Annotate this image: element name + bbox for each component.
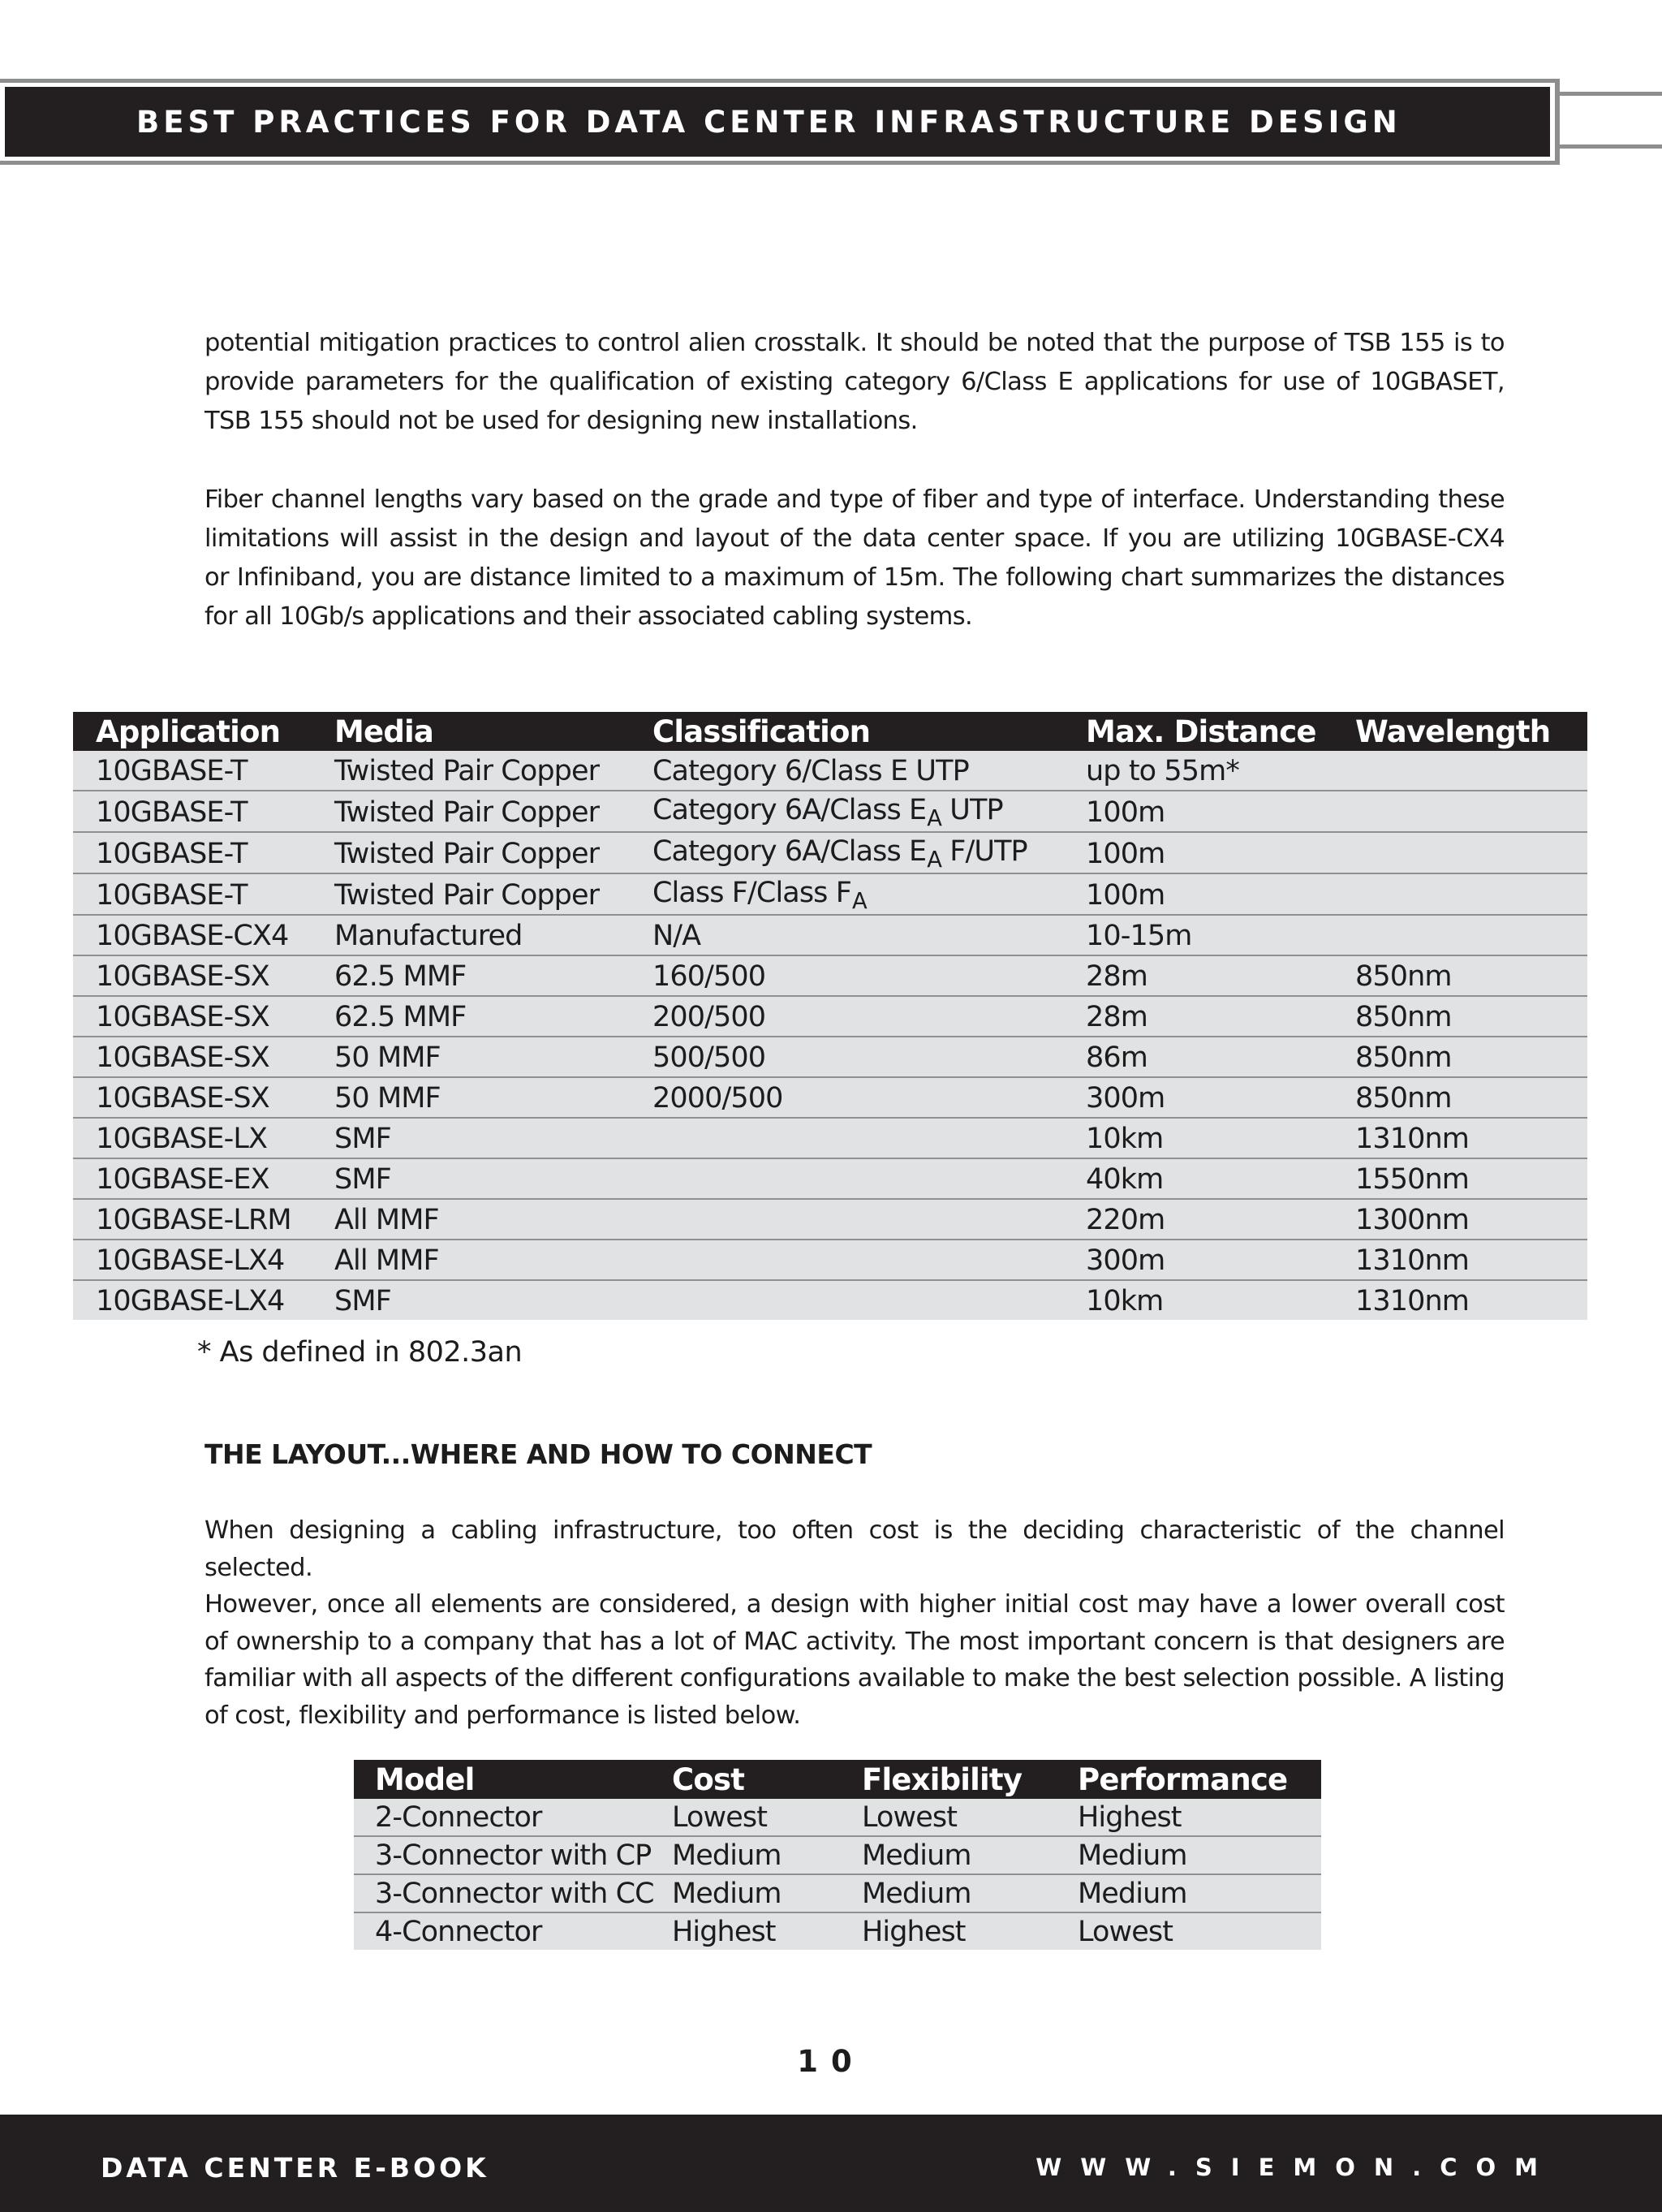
cell-wavelength: 1310nm bbox=[1355, 1118, 1587, 1158]
distance-table bbox=[73, 712, 1587, 1320]
table-row bbox=[354, 1836, 1321, 1874]
layout-line: familiar with all aspects of the different configurations available to make the best selection possible. A listing bbox=[205, 1664, 1505, 1692]
cell-classification bbox=[652, 955, 1086, 996]
cell-max-distance: 86m bbox=[1086, 1037, 1355, 1077]
column-header-model: Model bbox=[354, 1760, 672, 1799]
table-row bbox=[73, 832, 1587, 873]
cell-max-distance: 10km bbox=[1086, 1118, 1355, 1158]
intro-line: provide parameters for the qualification of existing category 6/Class E applications for use of 10GBASET, bbox=[205, 368, 1505, 396]
cell-wavelength: 1300nm bbox=[1355, 1199, 1587, 1240]
cell-max-distance: 100m bbox=[1086, 873, 1355, 915]
layout-paragraph bbox=[205, 1512, 1505, 1734]
intro-line: potential mitigation practices to control alien crosstalk. It should be noted that the purpose of TSB 155 is to bbox=[205, 329, 1505, 357]
table-row bbox=[354, 1874, 1321, 1912]
fiber-line: for all 10Gb/s applications and their associated cabling systems. bbox=[205, 602, 973, 631]
cell-media: Twisted Pair Copper bbox=[334, 791, 652, 832]
cell-max-distance: 300m bbox=[1086, 1077, 1355, 1118]
cell-application: 10GBASE-T bbox=[73, 791, 334, 832]
table-row bbox=[73, 996, 1587, 1037]
cell-media: 50 MMF bbox=[334, 1077, 652, 1118]
cell-classification bbox=[652, 1240, 1086, 1280]
cell-wavelength: 850nm bbox=[1355, 1077, 1587, 1118]
cell-wavelength bbox=[1355, 873, 1587, 915]
cell-model: 2-Connector bbox=[354, 1799, 672, 1836]
cell-classification bbox=[652, 1077, 1086, 1118]
cell-cost: Medium bbox=[672, 1874, 862, 1912]
cell-classification bbox=[652, 1280, 1086, 1320]
cell-wavelength bbox=[1355, 832, 1587, 873]
cell-performance: Highest bbox=[1078, 1799, 1321, 1836]
cell-wavelength: 850nm bbox=[1355, 955, 1587, 996]
cell-flexibility: Lowest bbox=[862, 1799, 1078, 1836]
cell-wavelength: 850nm bbox=[1355, 1037, 1587, 1077]
cell-max-distance: 28m bbox=[1086, 996, 1355, 1037]
fiber-line: or Infiniband, you are distance limited to a maximum of 15m. The following chart summarizes the distances bbox=[205, 563, 1505, 592]
cell-application: 10GBASE-LX4 bbox=[73, 1240, 334, 1280]
table-row bbox=[73, 915, 1587, 955]
column-header-cost: Cost bbox=[672, 1760, 862, 1799]
cell-application: 10GBASE-CX4 bbox=[73, 915, 334, 955]
column-header-flexibility: Flexibility bbox=[862, 1760, 1078, 1799]
cell-wavelength: 1550nm bbox=[1355, 1158, 1587, 1199]
table-row bbox=[73, 873, 1587, 915]
footer-bar bbox=[0, 2115, 1662, 2212]
cell-wavelength bbox=[1355, 791, 1587, 832]
column-header-classification: Classification bbox=[652, 712, 1086, 751]
classification-text: Category 6A/Class E bbox=[652, 835, 927, 868]
table-row bbox=[73, 1240, 1587, 1280]
table-row bbox=[73, 955, 1587, 996]
cell-media: All MMF bbox=[334, 1199, 652, 1240]
section-heading: THE LAYOUT...WHERE AND HOW TO CONNECT bbox=[205, 1438, 872, 1470]
layout-line: However, once all elements are considered, a design with higher initial cost may have a lower overall cost bbox=[205, 1590, 1505, 1619]
cell-max-distance: 10km bbox=[1086, 1280, 1355, 1320]
footer-publication-title: DATA CENTER E-BOOK bbox=[101, 2152, 489, 2184]
cell-media: Twisted Pair Copper bbox=[334, 751, 652, 791]
distance-table-header bbox=[73, 712, 1587, 751]
classification-text: Category 6/Class E UTP bbox=[652, 755, 969, 787]
cell-media: SMF bbox=[334, 1118, 652, 1158]
cell-application: 10GBASE-T bbox=[73, 832, 334, 873]
cell-wavelength bbox=[1355, 751, 1587, 791]
table-footnote: * As defined in 802.3an bbox=[197, 1336, 523, 1369]
cell-classification bbox=[652, 996, 1086, 1037]
classification-text: Class F/Class F bbox=[652, 877, 851, 909]
cell-performance: Medium bbox=[1078, 1836, 1321, 1874]
column-header-application: Application bbox=[73, 712, 334, 751]
cell-media: Twisted Pair Copper bbox=[334, 873, 652, 915]
cell-max-distance: 100m bbox=[1086, 791, 1355, 832]
model-table-header bbox=[354, 1760, 1321, 1799]
table-row bbox=[354, 1912, 1321, 1950]
column-header-media: Media bbox=[334, 712, 652, 751]
footer-website-link[interactable]: WWW.SIEMON.COM bbox=[1036, 2154, 1557, 2181]
classification-text: Category 6A/Class E bbox=[652, 794, 927, 826]
cell-media: SMF bbox=[334, 1280, 652, 1320]
fiber-line: limitations will assist in the design and layout of the data center space. If you are utilizing 10GBASE-CX4 bbox=[205, 524, 1505, 553]
cell-wavelength: 1310nm bbox=[1355, 1240, 1587, 1280]
fiber-line: Fiber channel lengths vary based on the grade and type of fiber and type of interface. Understanding these bbox=[205, 485, 1505, 514]
cell-application: 10GBASE-T bbox=[73, 873, 334, 915]
table-row bbox=[354, 1799, 1321, 1836]
cell-application: 10GBASE-SX bbox=[73, 1037, 334, 1077]
cell-wavelength: 850nm bbox=[1355, 996, 1587, 1037]
table-row bbox=[73, 1037, 1587, 1077]
cell-model: 3-Connector with CP bbox=[354, 1836, 672, 1874]
banner-rule-bottom bbox=[1560, 144, 1662, 149]
classification-text: N/A bbox=[652, 920, 701, 952]
cell-max-distance: 40km bbox=[1086, 1158, 1355, 1199]
header-banner bbox=[0, 79, 1560, 165]
classification-subscript: A bbox=[927, 805, 942, 831]
cell-application: 10GBASE-LX bbox=[73, 1118, 334, 1158]
table-row bbox=[73, 751, 1587, 791]
cell-max-distance: 10-15m bbox=[1086, 915, 1355, 955]
cell-flexibility: Medium bbox=[862, 1836, 1078, 1874]
cell-max-distance: 28m bbox=[1086, 955, 1355, 996]
cell-application: 10GBASE-SX bbox=[73, 996, 334, 1037]
cell-classification bbox=[652, 1118, 1086, 1158]
cell-media: All MMF bbox=[334, 1240, 652, 1280]
cell-application: 10GBASE-LRM bbox=[73, 1199, 334, 1240]
cell-media: Twisted Pair Copper bbox=[334, 832, 652, 873]
cell-media: Manufactured bbox=[334, 915, 652, 955]
cell-application: 10GBASE-T bbox=[73, 751, 334, 791]
cell-cost: Lowest bbox=[672, 1799, 862, 1836]
cell-classification bbox=[652, 1158, 1086, 1199]
table-row bbox=[73, 1280, 1587, 1320]
layout-line: of ownership to a company that has a lot of MAC activity. The most important concern is that designers are bbox=[205, 1627, 1505, 1656]
column-header-max-distance: Max. Distance bbox=[1086, 712, 1355, 751]
cell-cost: Highest bbox=[672, 1912, 862, 1950]
header-banner-bar bbox=[5, 87, 1550, 157]
layout-line: When designing a cabling infrastructure, too often cost is the deciding characteristic of the channel selected. bbox=[205, 1516, 1505, 1582]
classification-subscript: A bbox=[927, 847, 942, 873]
classification-suffix: UTP bbox=[941, 794, 1003, 826]
cell-flexibility: Highest bbox=[862, 1912, 1078, 1950]
intro-line: TSB 155 should not be used for designing new installations. bbox=[205, 407, 918, 435]
cell-performance: Lowest bbox=[1078, 1912, 1321, 1950]
table-row bbox=[73, 1158, 1587, 1199]
cell-media: 50 MMF bbox=[334, 1037, 652, 1077]
cell-application: 10GBASE-SX bbox=[73, 955, 334, 996]
cell-media: 62.5 MMF bbox=[334, 955, 652, 996]
cell-application: 10GBASE-LX4 bbox=[73, 1280, 334, 1320]
cell-wavelength: 1310nm bbox=[1355, 1280, 1587, 1320]
classification-subscript: A bbox=[851, 888, 867, 914]
fiber-paragraph bbox=[205, 481, 1505, 636]
document-title: BEST PRACTICES FOR DATA CENTER INFRASTRUCTURE DESIGN bbox=[136, 104, 1402, 140]
cell-flexibility: Medium bbox=[862, 1874, 1078, 1912]
cell-model: 4-Connector bbox=[354, 1912, 672, 1950]
table-row bbox=[73, 1199, 1587, 1240]
banner-rule-top bbox=[1560, 92, 1662, 96]
cell-wavelength bbox=[1355, 915, 1587, 955]
cell-classification bbox=[652, 915, 1086, 955]
intro-paragraph bbox=[205, 324, 1505, 441]
cell-max-distance: 300m bbox=[1086, 1240, 1355, 1280]
cell-cost: Medium bbox=[672, 1836, 862, 1874]
connector-model-table bbox=[354, 1760, 1321, 1950]
cell-max-distance: up to 55m* bbox=[1086, 751, 1355, 791]
cell-classification bbox=[652, 1037, 1086, 1077]
classification-text: 500/500 bbox=[652, 1041, 766, 1074]
cell-classification bbox=[652, 873, 1086, 915]
cell-max-distance: 100m bbox=[1086, 832, 1355, 873]
column-header-wavelength: Wavelength bbox=[1355, 712, 1587, 751]
column-header-performance: Performance bbox=[1078, 1760, 1321, 1799]
classification-text: 160/500 bbox=[652, 960, 766, 993]
cell-max-distance: 220m bbox=[1086, 1199, 1355, 1240]
classification-text: 200/500 bbox=[652, 1001, 766, 1033]
cell-classification bbox=[652, 1199, 1086, 1240]
cell-classification bbox=[652, 791, 1086, 832]
classification-suffix: F/UTP bbox=[941, 835, 1027, 868]
cell-classification bbox=[652, 832, 1086, 873]
layout-line: of cost, flexibility and performance is listed below. bbox=[205, 1701, 801, 1730]
cell-model: 3-Connector with CC bbox=[354, 1874, 672, 1912]
cell-media: SMF bbox=[334, 1158, 652, 1199]
cell-performance: Medium bbox=[1078, 1874, 1321, 1912]
cell-media: 62.5 MMF bbox=[334, 996, 652, 1037]
table-row bbox=[73, 1077, 1587, 1118]
cell-application: 10GBASE-EX bbox=[73, 1158, 334, 1199]
classification-text: 2000/500 bbox=[652, 1082, 783, 1115]
cell-classification bbox=[652, 751, 1086, 791]
page-number: 10 bbox=[797, 2044, 865, 2079]
table-row bbox=[73, 1118, 1587, 1158]
table-row bbox=[73, 791, 1587, 832]
cell-application: 10GBASE-SX bbox=[73, 1077, 334, 1118]
